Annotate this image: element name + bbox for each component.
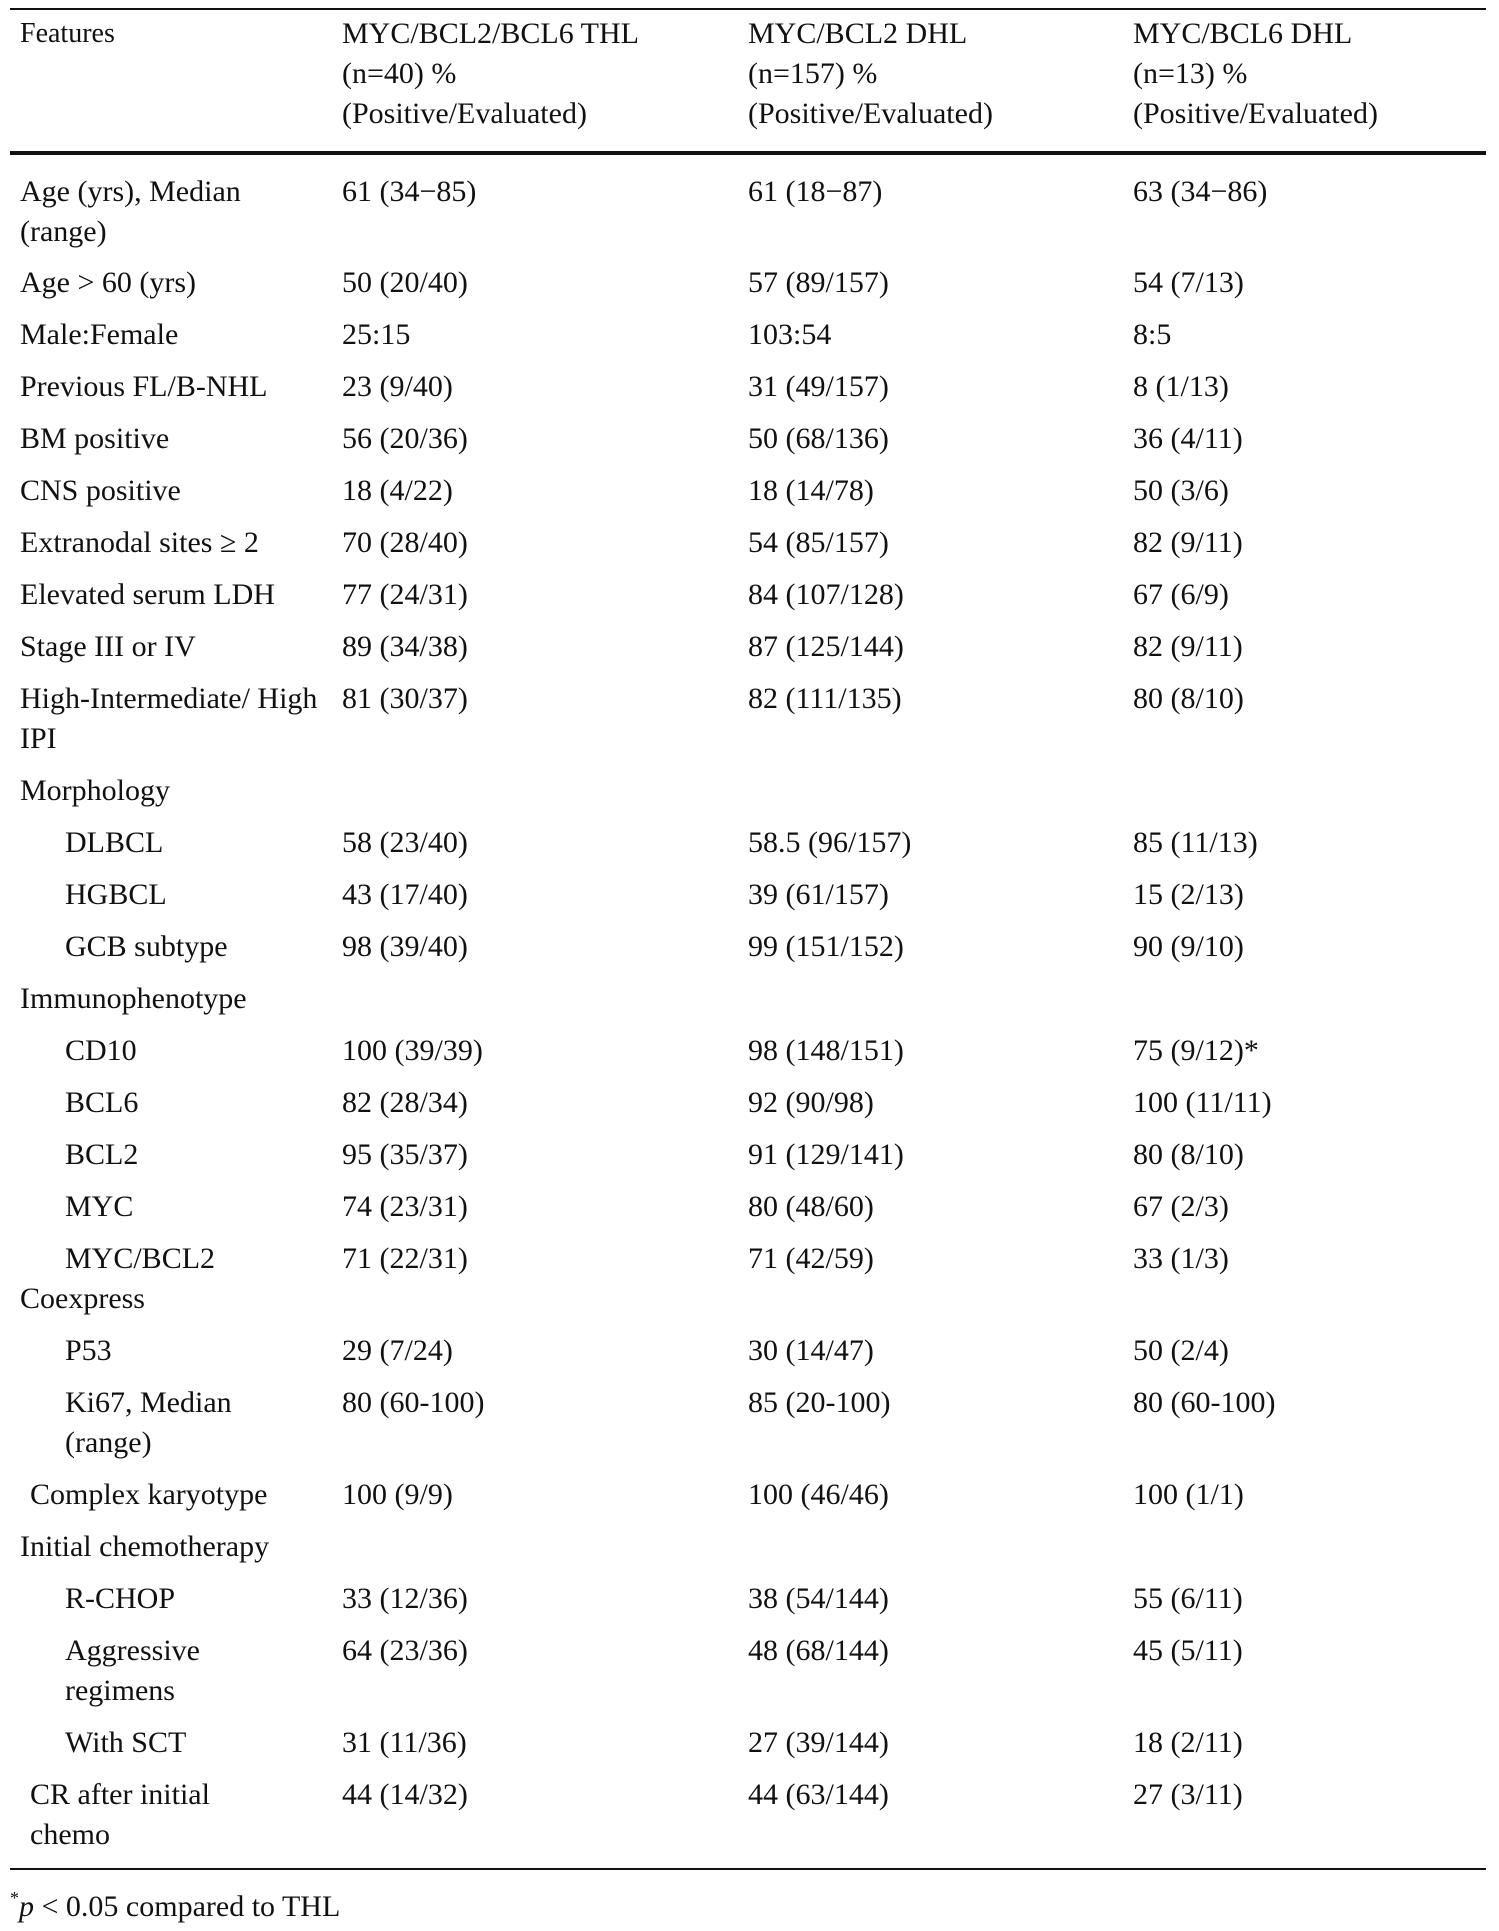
section-label-immunophenotype: Immunophenotype <box>20 982 247 1015</box>
header-thl: MYC/BCL2/BCL6 THL (n=40) % (Positive/Evaluated) <box>342 17 639 130</box>
cell-thl: 81 (30/37) <box>342 682 468 715</box>
row-label: P53 <box>65 1334 112 1367</box>
cell-dhl-bcl6: 50 (3/6) <box>1133 474 1229 507</box>
footnote-p: p <box>19 1890 34 1923</box>
cell-thl: 33 (12/36) <box>342 1582 468 1615</box>
cell-thl: 77 (24/31) <box>342 578 468 611</box>
row-label: Stage III or IV <box>20 630 196 663</box>
cell-dhl-bcl2: 58.5 (96/157) <box>748 826 912 859</box>
cell-dhl-bcl6: 15 (2/13) <box>1133 878 1244 911</box>
cell-dhl-bcl2: 61 (18−87) <box>748 175 883 208</box>
cell-dhl-bcl6: 80 (8/10) <box>1133 682 1244 715</box>
cell-dhl-bcl6: 100 (11/11) <box>1133 1086 1272 1119</box>
cell-dhl-bcl2: 39 (61/157) <box>748 878 889 911</box>
cell-dhl-bcl6: 33 (1/3) <box>1133 1242 1229 1275</box>
cell-dhl-bcl6: 80 (60-100) <box>1133 1386 1276 1419</box>
row-label: GCB subtype <box>65 930 228 963</box>
cell-dhl-bcl2: 100 (46/46) <box>748 1478 889 1511</box>
cell-thl: 100 (9/9) <box>342 1478 453 1511</box>
table-header-rule <box>10 151 1486 155</box>
cell-thl: 98 (39/40) <box>342 930 468 963</box>
row-label: BCL6 <box>65 1086 139 1119</box>
cell-thl: 29 (7/24) <box>342 1334 453 1367</box>
cell-dhl-bcl2: 38 (54/144) <box>748 1582 889 1615</box>
row-label: Age > 60 (yrs) <box>20 266 197 299</box>
row-label: Ki67, Median (range) <box>65 1386 232 1459</box>
row-label: Extranodal sites ≥ 2 <box>20 526 259 559</box>
cell-dhl-bcl2: 98 (148/151) <box>748 1034 904 1067</box>
cell-thl: 70 (28/40) <box>342 526 468 559</box>
row-label: Previous FL/B-NHL <box>20 370 268 403</box>
cell-dhl-bcl6: 50 (2/4) <box>1133 1334 1229 1367</box>
cell-dhl-bcl6: 90 (9/10) <box>1133 930 1244 963</box>
cell-dhl-bcl6: 85 (11/13) <box>1133 826 1258 859</box>
row-label: MYC <box>65 1190 134 1223</box>
cell-dhl-bcl6: 80 (8/10) <box>1133 1138 1244 1171</box>
row-label: Aggressive regimens <box>65 1634 200 1707</box>
cell-dhl-bcl6: 63 (34−86) <box>1133 175 1268 208</box>
cell-dhl-bcl6: 27 (3/11) <box>1133 1778 1243 1811</box>
row-label: High-Intermediate/ High IPI <box>20 682 318 755</box>
cell-dhl-bcl6: 8 (1/13) <box>1133 370 1229 403</box>
cell-dhl-bcl6: 8:5 <box>1133 318 1172 351</box>
row-label: BCL2 <box>65 1138 139 1171</box>
cell-dhl-bcl2: 31 (49/157) <box>748 370 889 403</box>
cell-dhl-bcl6: 36 (4/11) <box>1133 422 1243 455</box>
cell-thl: 43 (17/40) <box>342 878 468 911</box>
section-label-coexpress: Coexpress <box>20 1282 145 1315</box>
row-label: HGBCL <box>65 878 167 911</box>
row-label: Complex karyotype <box>30 1478 268 1511</box>
cell-thl: 18 (4/22) <box>342 474 453 507</box>
cell-dhl-bcl2: 92 (90/98) <box>748 1086 874 1119</box>
cell-dhl-bcl6: 45 (5/11) <box>1133 1634 1243 1667</box>
cell-dhl-bcl6: 67 (6/9) <box>1133 578 1229 611</box>
cell-thl: 80 (60-100) <box>342 1386 485 1419</box>
cell-thl: 23 (9/40) <box>342 370 453 403</box>
cell-thl: 61 (34−85) <box>342 175 477 208</box>
row-label: DLBCL <box>65 826 164 859</box>
cell-thl: 50 (20/40) <box>342 266 468 299</box>
row-label: Age (yrs), Median (range) <box>20 175 241 248</box>
header-dhl-bcl6: MYC/BCL6 DHL (n=13) % (Positive/Evaluated) <box>1133 17 1378 130</box>
cell-dhl-bcl2: 84 (107/128) <box>748 578 904 611</box>
cell-dhl-bcl2: 71 (42/59) <box>748 1242 874 1275</box>
row-label: R-CHOP <box>65 1582 176 1615</box>
table-bottom-rule <box>10 1868 1486 1870</box>
cell-thl: 89 (34/38) <box>342 630 468 663</box>
cell-dhl-bcl2: 80 (48/60) <box>748 1190 874 1223</box>
cell-dhl-bcl6: 67 (2/3) <box>1133 1190 1229 1223</box>
cell-dhl-bcl6: 18 (2/11) <box>1133 1726 1243 1759</box>
cell-dhl-bcl2: 48 (68/144) <box>748 1634 889 1667</box>
cell-dhl-bcl6: 75 (9/12)* <box>1133 1034 1259 1067</box>
section-label-morphology: Morphology <box>20 774 170 807</box>
cell-dhl-bcl2: 50 (68/136) <box>748 422 889 455</box>
header-features: Features <box>20 18 115 49</box>
cell-dhl-bcl2: 30 (14/47) <box>748 1334 874 1367</box>
row-label: MYC/BCL2 <box>65 1242 216 1275</box>
cell-thl: 71 (22/31) <box>342 1242 468 1275</box>
cell-dhl-bcl2: 82 (111/135) <box>748 682 902 715</box>
cell-dhl-bcl6: 82 (9/11) <box>1133 630 1243 663</box>
section-label-initial-chemotherapy: Initial chemotherapy <box>20 1530 270 1563</box>
row-label: CNS positive <box>20 474 181 507</box>
row-label: Male:Female <box>20 318 179 351</box>
header-dhl-bcl2: MYC/BCL2 DHL (n=157) % (Positive/Evaluated) <box>748 17 993 130</box>
cell-dhl-bcl2: 18 (14/78) <box>748 474 874 507</box>
row-label: BM positive <box>20 422 170 455</box>
footnote-marker: * <box>10 1888 19 1908</box>
cell-dhl-bcl2: 54 (85/157) <box>748 526 889 559</box>
cell-thl: 31 (11/36) <box>342 1726 467 1759</box>
cell-thl: 82 (28/34) <box>342 1086 468 1119</box>
cell-thl: 58 (23/40) <box>342 826 468 859</box>
cell-dhl-bcl6: 54 (7/13) <box>1133 266 1244 299</box>
cell-dhl-bcl2: 103:54 <box>748 318 832 351</box>
cell-dhl-bcl6: 82 (9/11) <box>1133 526 1243 559</box>
cell-dhl-bcl2: 85 (20-100) <box>748 1386 891 1419</box>
cell-thl: 25:15 <box>342 318 411 351</box>
row-label: Elevated serum LDH <box>20 578 275 611</box>
table-top-rule <box>10 8 1486 10</box>
cell-dhl-bcl2: 87 (125/144) <box>748 630 904 663</box>
cell-thl: 74 (23/31) <box>342 1190 468 1223</box>
cell-dhl-bcl2: 57 (89/157) <box>748 266 889 299</box>
cell-dhl-bcl6: 100 (1/1) <box>1133 1478 1244 1511</box>
cell-dhl-bcl2: 99 (151/152) <box>748 930 904 963</box>
row-label: CR after initial chemo <box>30 1778 210 1851</box>
cell-dhl-bcl2: 27 (39/144) <box>748 1726 889 1759</box>
cell-thl: 44 (14/32) <box>342 1778 468 1811</box>
cell-thl: 100 (39/39) <box>342 1034 483 1067</box>
cell-dhl-bcl2: 91 (129/141) <box>748 1138 904 1171</box>
cell-thl: 95 (35/37) <box>342 1138 468 1171</box>
cell-dhl-bcl2: 44 (63/144) <box>748 1778 889 1811</box>
table-footnote <box>10 1878 340 1927</box>
row-label: CD10 <box>65 1034 137 1067</box>
cell-thl: 64 (23/36) <box>342 1634 468 1667</box>
row-label: With SCT <box>65 1726 187 1759</box>
cell-thl: 56 (20/36) <box>342 422 468 455</box>
footnote-text: < 0.05 compared to THL <box>34 1890 341 1923</box>
cell-dhl-bcl6: 55 (6/11) <box>1133 1582 1243 1615</box>
